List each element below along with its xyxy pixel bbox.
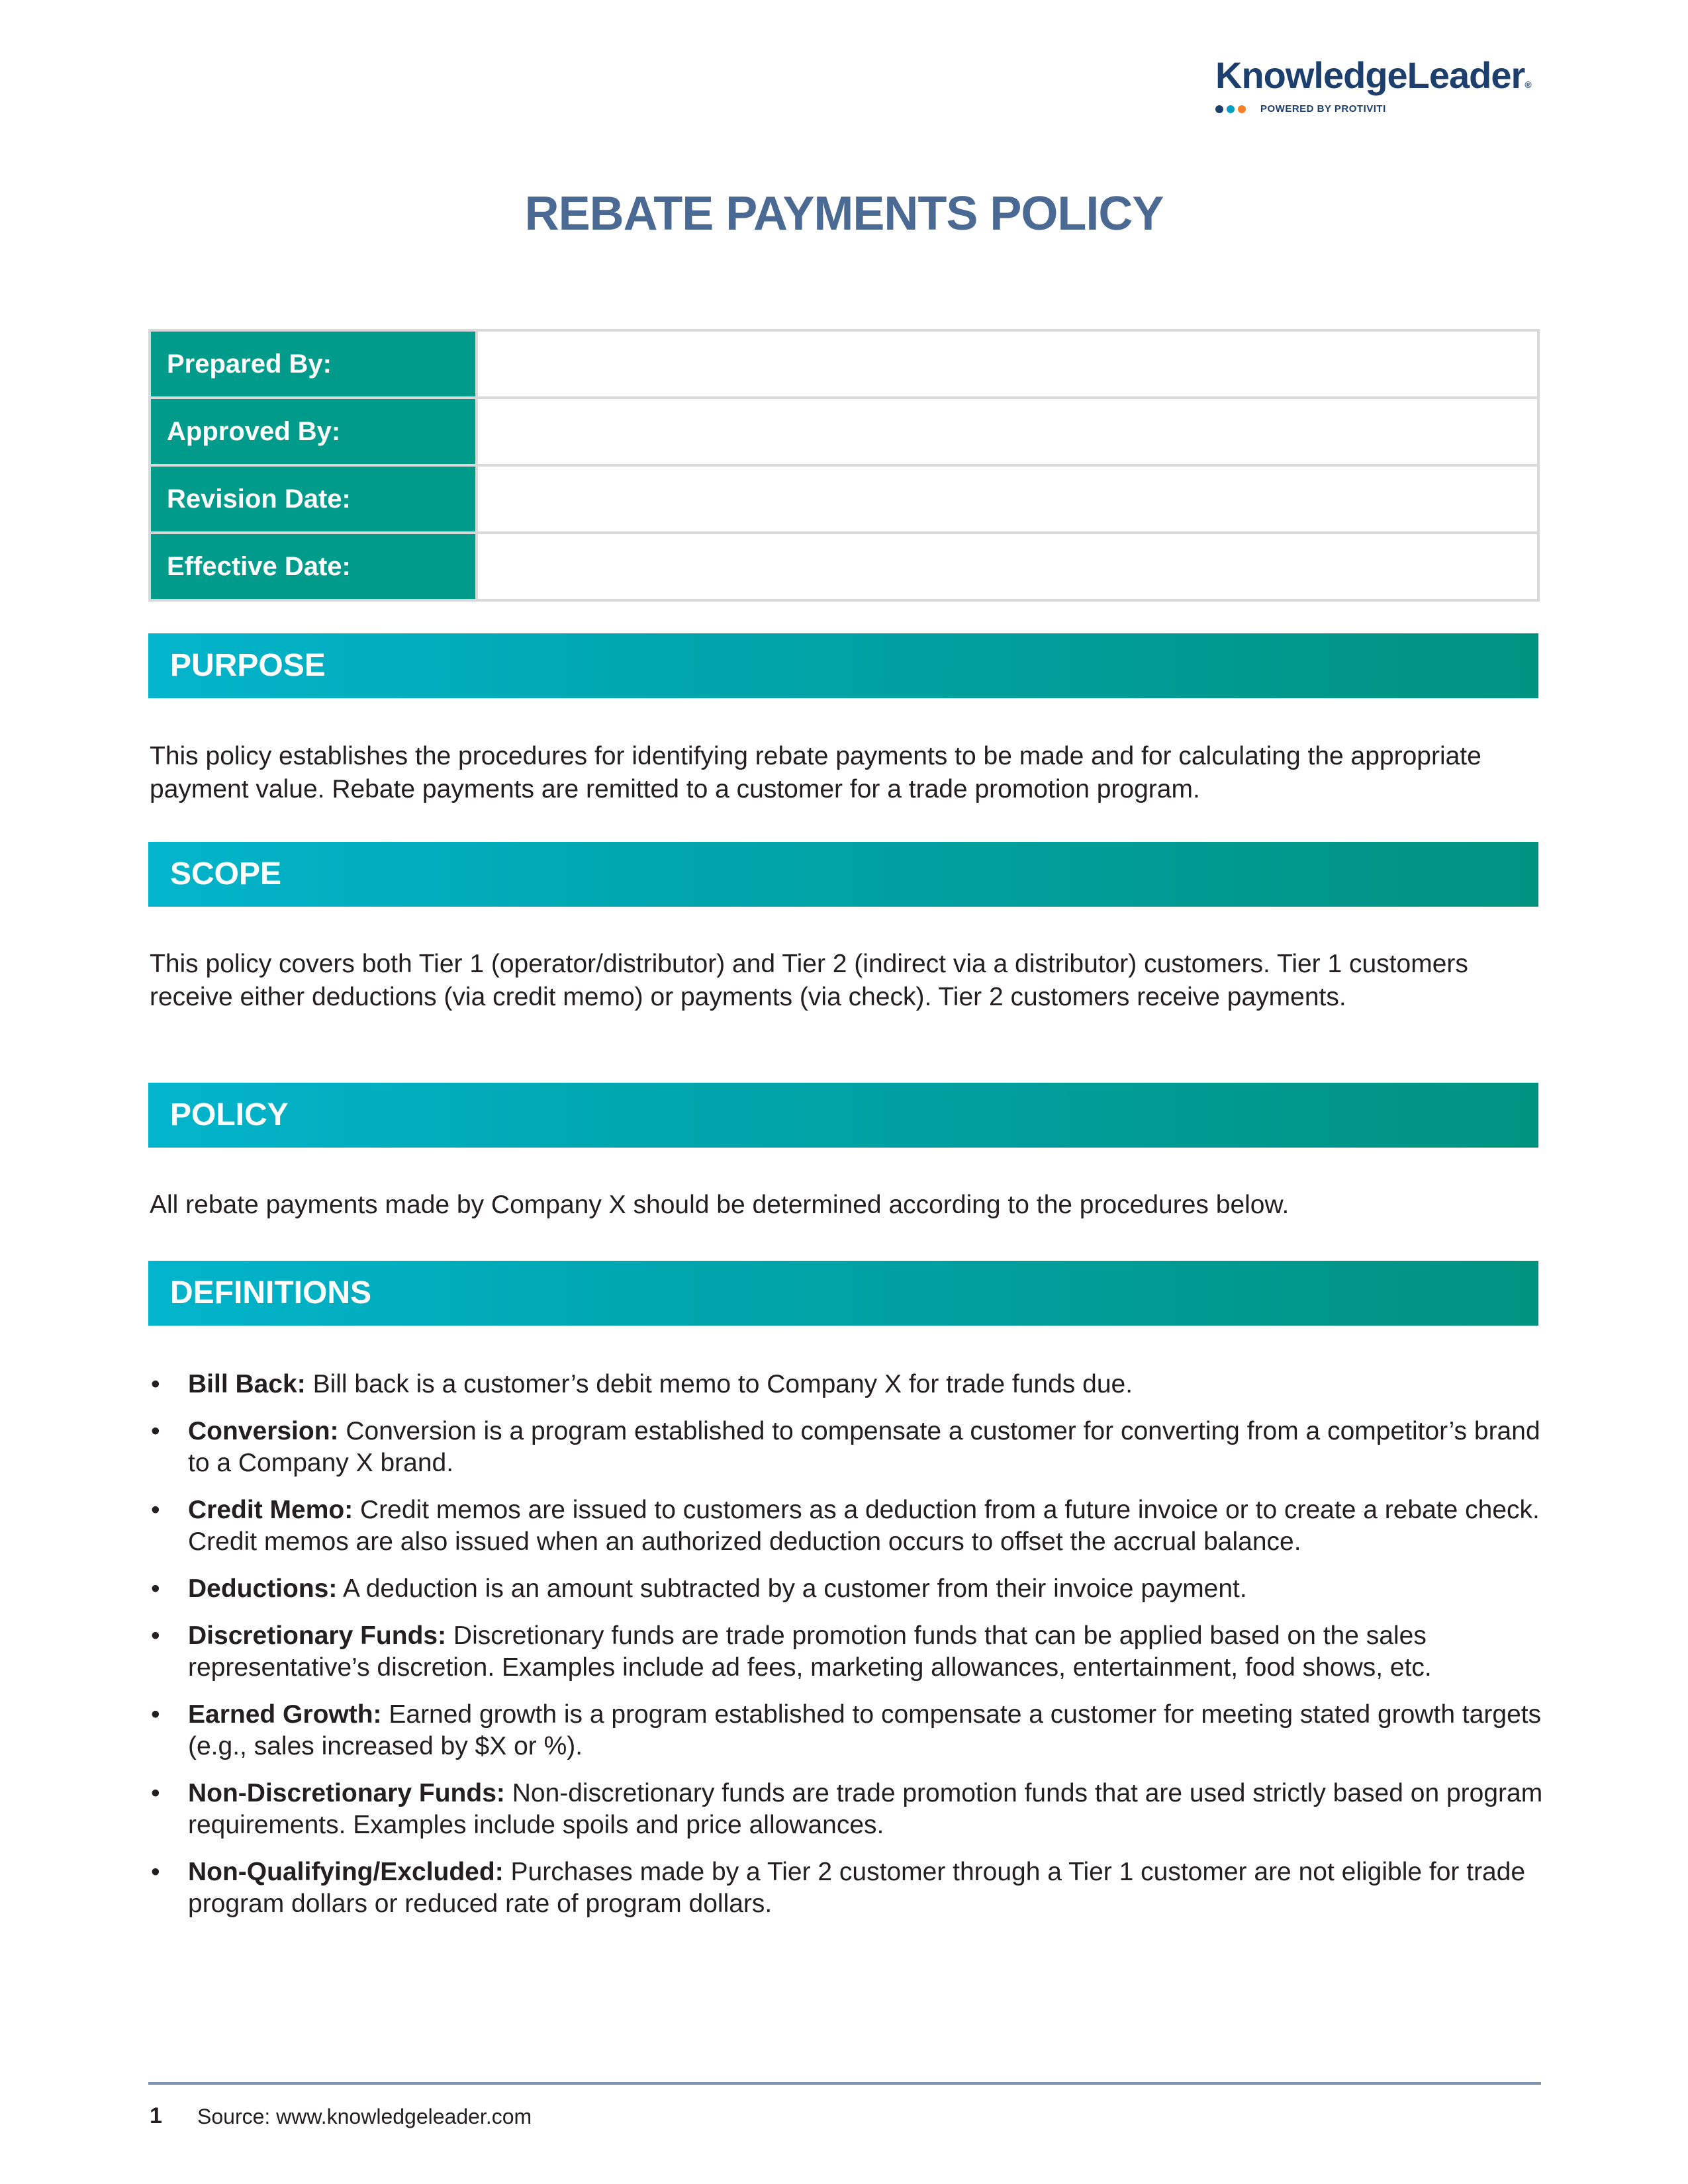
definition-term: Discretionary Funds:: [188, 1621, 447, 1650]
knowledgeleader-logo[interactable]: [1215, 52, 1533, 114]
definition-text: Discretionary funds are trade promotion funds that can be applied based on the sales representative’s discretion. Examples include ad fees, marketing allowances, entertainment, food shows, etc.: [188, 1621, 1432, 1682]
logo-dots-icon: [1215, 105, 1246, 113]
document-title: REBATE PAYMENTS POLICY: [524, 187, 1164, 240]
scope-text: This policy covers both Tier 1 (operator/distributor) and Tier 2 (indirect via a distributor) customers. Tier 1 customers receive either deductions (via credit memo) or payments (via check). Tier 2 customers receive payments.: [150, 950, 1468, 1011]
definition-term: Bill Back:: [188, 1370, 306, 1398]
definition-text: Non-discretionary funds are trade promotion funds that are used strictly based on program requirements. Examples include spoils and price allowances.: [188, 1779, 1543, 1839]
purpose-heading: PURPOSE: [148, 633, 1538, 698]
definition-term: Non-Qualifying/Excluded:: [188, 1858, 504, 1886]
table-row: [150, 330, 1538, 398]
list-item: [150, 1369, 1553, 1400]
definition-text: A deduction is an amount subtracted by a customer from their invoice payment.: [337, 1574, 1247, 1603]
definition-text: Earned growth is a program established to compensate a customer for meeting stated growth targets (e.g., sales increased by $X or %).: [188, 1700, 1542, 1760]
list-item: [150, 1573, 1553, 1605]
prepared-by-field[interactable]: [477, 330, 1538, 398]
logo-registered-mark: ®: [1524, 79, 1531, 90]
logo-dot-teal: [1227, 105, 1235, 113]
approved-by-label: Approved By:: [150, 398, 477, 465]
definition-text: Conversion is a program established to compensate a customer for converting from a competitor’s brand to a Company X brand.: [188, 1417, 1540, 1477]
logo-tagline: POWERED BY PROTIVITI: [1260, 103, 1386, 114]
effective-date-label: Effective Date:: [150, 533, 477, 600]
definition-term: Credit Memo:: [188, 1496, 353, 1524]
policy-heading: POLICY: [148, 1083, 1538, 1148]
scope-heading: SCOPE: [148, 842, 1538, 907]
page-number: 1: [150, 2103, 162, 2128]
list-item: [150, 1778, 1553, 1841]
definition-text: Bill back is a customer’s debit memo to Company X for trade funds due.: [305, 1370, 1133, 1398]
logo-wordmark: KnowledgeLeader: [1215, 54, 1525, 96]
logo-dot-navy: [1215, 105, 1223, 113]
revision-date-field[interactable]: [477, 465, 1538, 533]
source-link[interactable]: Source: www.knowledgeleader.com: [197, 2105, 532, 2128]
definition-term: Non-Discretionary Funds:: [188, 1779, 505, 1807]
table-row: [150, 465, 1538, 533]
definition-text: Purchases made by a Tier 2 customer through a Tier 1 customer are not eligible for trade program dollars or reduced rate of program dollars.: [188, 1858, 1526, 1918]
list-item: [150, 1699, 1553, 1762]
list-item: [150, 1416, 1553, 1479]
definition-term: Earned Growth:: [188, 1700, 382, 1729]
approved-by-field[interactable]: [477, 398, 1538, 465]
table-row: [150, 398, 1538, 465]
footer-divider: [148, 2082, 1541, 2085]
definitions-list: [150, 1369, 1553, 1935]
definition-text: Credit memos are issued to customers as a deduction from a future invoice or to create a rebate check. Credit memos are also issued when an authorized deduction occurs to offset the accrual balance.: [188, 1496, 1540, 1556]
logo-dot-orange: [1238, 105, 1246, 113]
list-item: [150, 1856, 1553, 1920]
list-item: [150, 1620, 1553, 1684]
definition-term: Deductions:: [188, 1574, 338, 1603]
prepared-by-label: Prepared By:: [150, 330, 477, 398]
purpose-text: This policy establishes the procedures for identifying rebate payments to be made and for calculating the appropriate payment value. Rebate payments are remitted to a customer for a trade promotion program.: [150, 742, 1481, 803]
revision-date-label: Revision Date:: [150, 465, 477, 533]
policy-text: All rebate payments made by Company X should be determined according to the procedures below.: [150, 1191, 1289, 1219]
effective-date-field[interactable]: [477, 533, 1538, 600]
list-item: [150, 1494, 1553, 1558]
approval-info-table: [148, 329, 1540, 602]
table-row: [150, 533, 1538, 600]
definition-term: Conversion:: [188, 1417, 339, 1445]
definitions-heading: DEFINITIONS: [148, 1261, 1538, 1326]
